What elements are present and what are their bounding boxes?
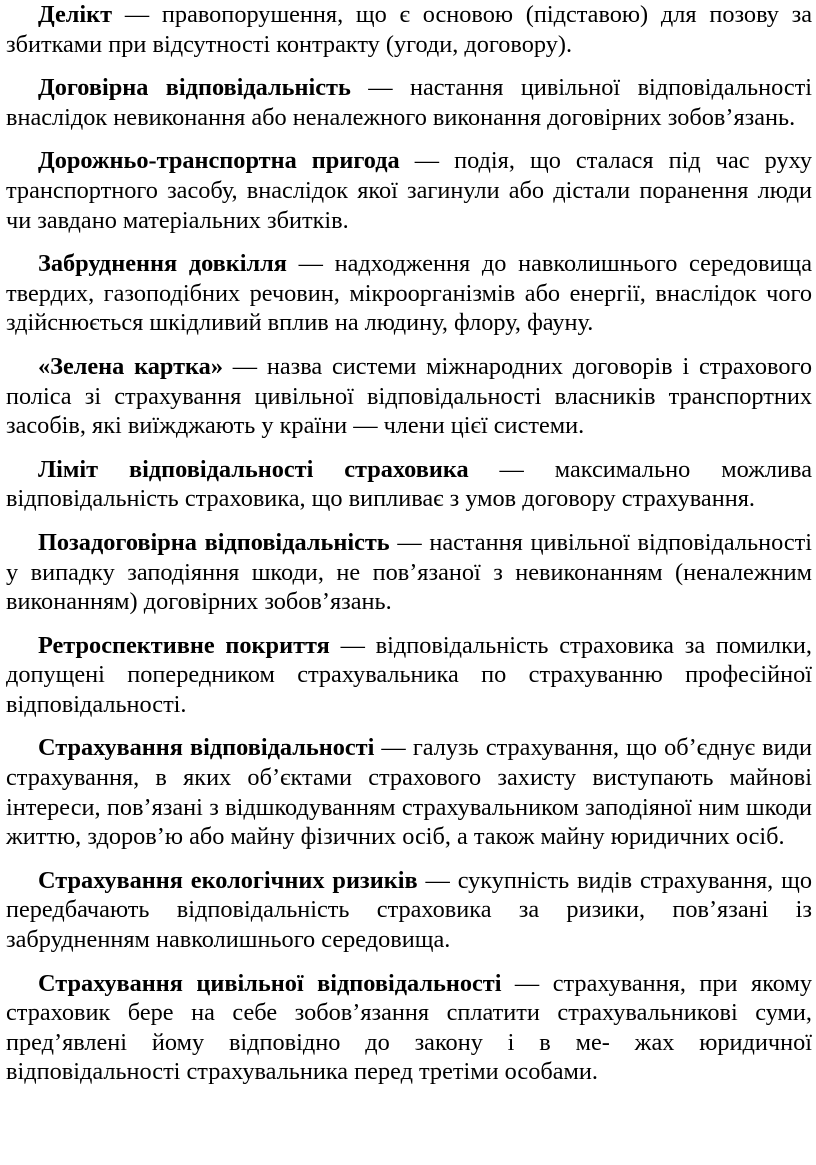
glossary-entry-green-card [6, 352, 812, 441]
entry-term: Ліміт відповідальності страховика [38, 455, 469, 483]
glossary-entry-delikt [6, 0, 812, 59]
entry-definition: — галузь страхування, що об’єднує види страхування, в яких об’єктами страхового захисту виступають майнові інтереси, пов’язані з відшкодуванням страхувальником заподіяної ним шкоди життю, здоров’ю або майну фізичних осіб, а також майну юридичних осіб. [6, 734, 812, 851]
entry-definition: — настання цивільної відповідальності внаслідок невиконання або неналежного виконання договірних зобов’язань. [6, 74, 812, 131]
glossary-entry-civil-liability-insurance [6, 969, 812, 1087]
glossary-entry-retroactive-cover [6, 631, 812, 720]
glossary-entry-pollution [6, 249, 812, 338]
entry-term: Дорожньо-транспортна пригода [38, 147, 400, 175]
entry-definition: — відповідальність страховика за помилки, допущені попередником страхувальника по страхуванню професійної відповідальності. [6, 631, 812, 718]
entry-term: Договірна відповідальність [38, 74, 351, 102]
entry-term: Ретроспективне покриття [38, 631, 330, 659]
entry-term: Позадоговірна відповідальність [38, 528, 390, 556]
entry-definition: — сукупність видів страхування, що передбачають відповідальність страховика за ризики, пов’язані із забрудненням навколишнього середовища. [6, 866, 812, 954]
glossary-entry-liability-insurance [6, 733, 812, 851]
entry-definition: — подія, що сталася під час руху транспортного засобу, внаслідок якої загинули або дістали поранення люди чи завдано матеріальних збитків. [6, 147, 812, 234]
glossary-entry-environmental-risk [6, 866, 812, 955]
glossary-entry-contract-liability [6, 73, 812, 132]
entry-definition: — настання цивільної відповідальності у випадку заподіяння шкоди, не пов’язаної з невиконанням (неналежним виконанням) договірних зобов’язань. [6, 528, 812, 616]
glossary-entry-non-contract-liability [6, 528, 812, 617]
entry-term: Страхування відповідальності [38, 734, 375, 762]
entry-definition: — страхування, при якому страховик бере на себе зобов’язання сплатити страхувальникові суми, пред’явлені йому відповідно до закону і в ме- жах юридичної відповідальності страхувальника перед третіми особами. [6, 969, 812, 1086]
entry-definition: — правопорушення, що є основою (підставою) для позову за збитками при відсутності контракту (угоди, договору). [6, 1, 812, 58]
entry-term: Делікт [38, 1, 113, 28]
entry-term: Страхування цивільної відповідальності [38, 969, 502, 997]
entry-term: Забруднення довкілля [38, 250, 287, 278]
glossary-entry-liability-limit [6, 455, 812, 514]
entry-term: Страхування екологічних ризиків [38, 866, 418, 894]
entry-definition: — максимально можлива відповідальність страховика, що випливає з умов договору страхування. [6, 455, 812, 513]
entry-definition: — назва системи міжнародних договорів і страхового поліса зі страхування цивільної відповідальності власників транспортних засобів, які виїжджають у країни — члени цієї системи. [6, 352, 812, 440]
glossary-entry-road-accident [6, 146, 812, 235]
entry-definition: — надходження до навколишнього середовища твердих, газоподібних речовин, мікроорганізмів або енергії, внаслідок чого здійснюється шкідливий вплив на людину, флору, фауну. [6, 250, 812, 337]
entry-term: «Зелена картка» [38, 352, 223, 380]
